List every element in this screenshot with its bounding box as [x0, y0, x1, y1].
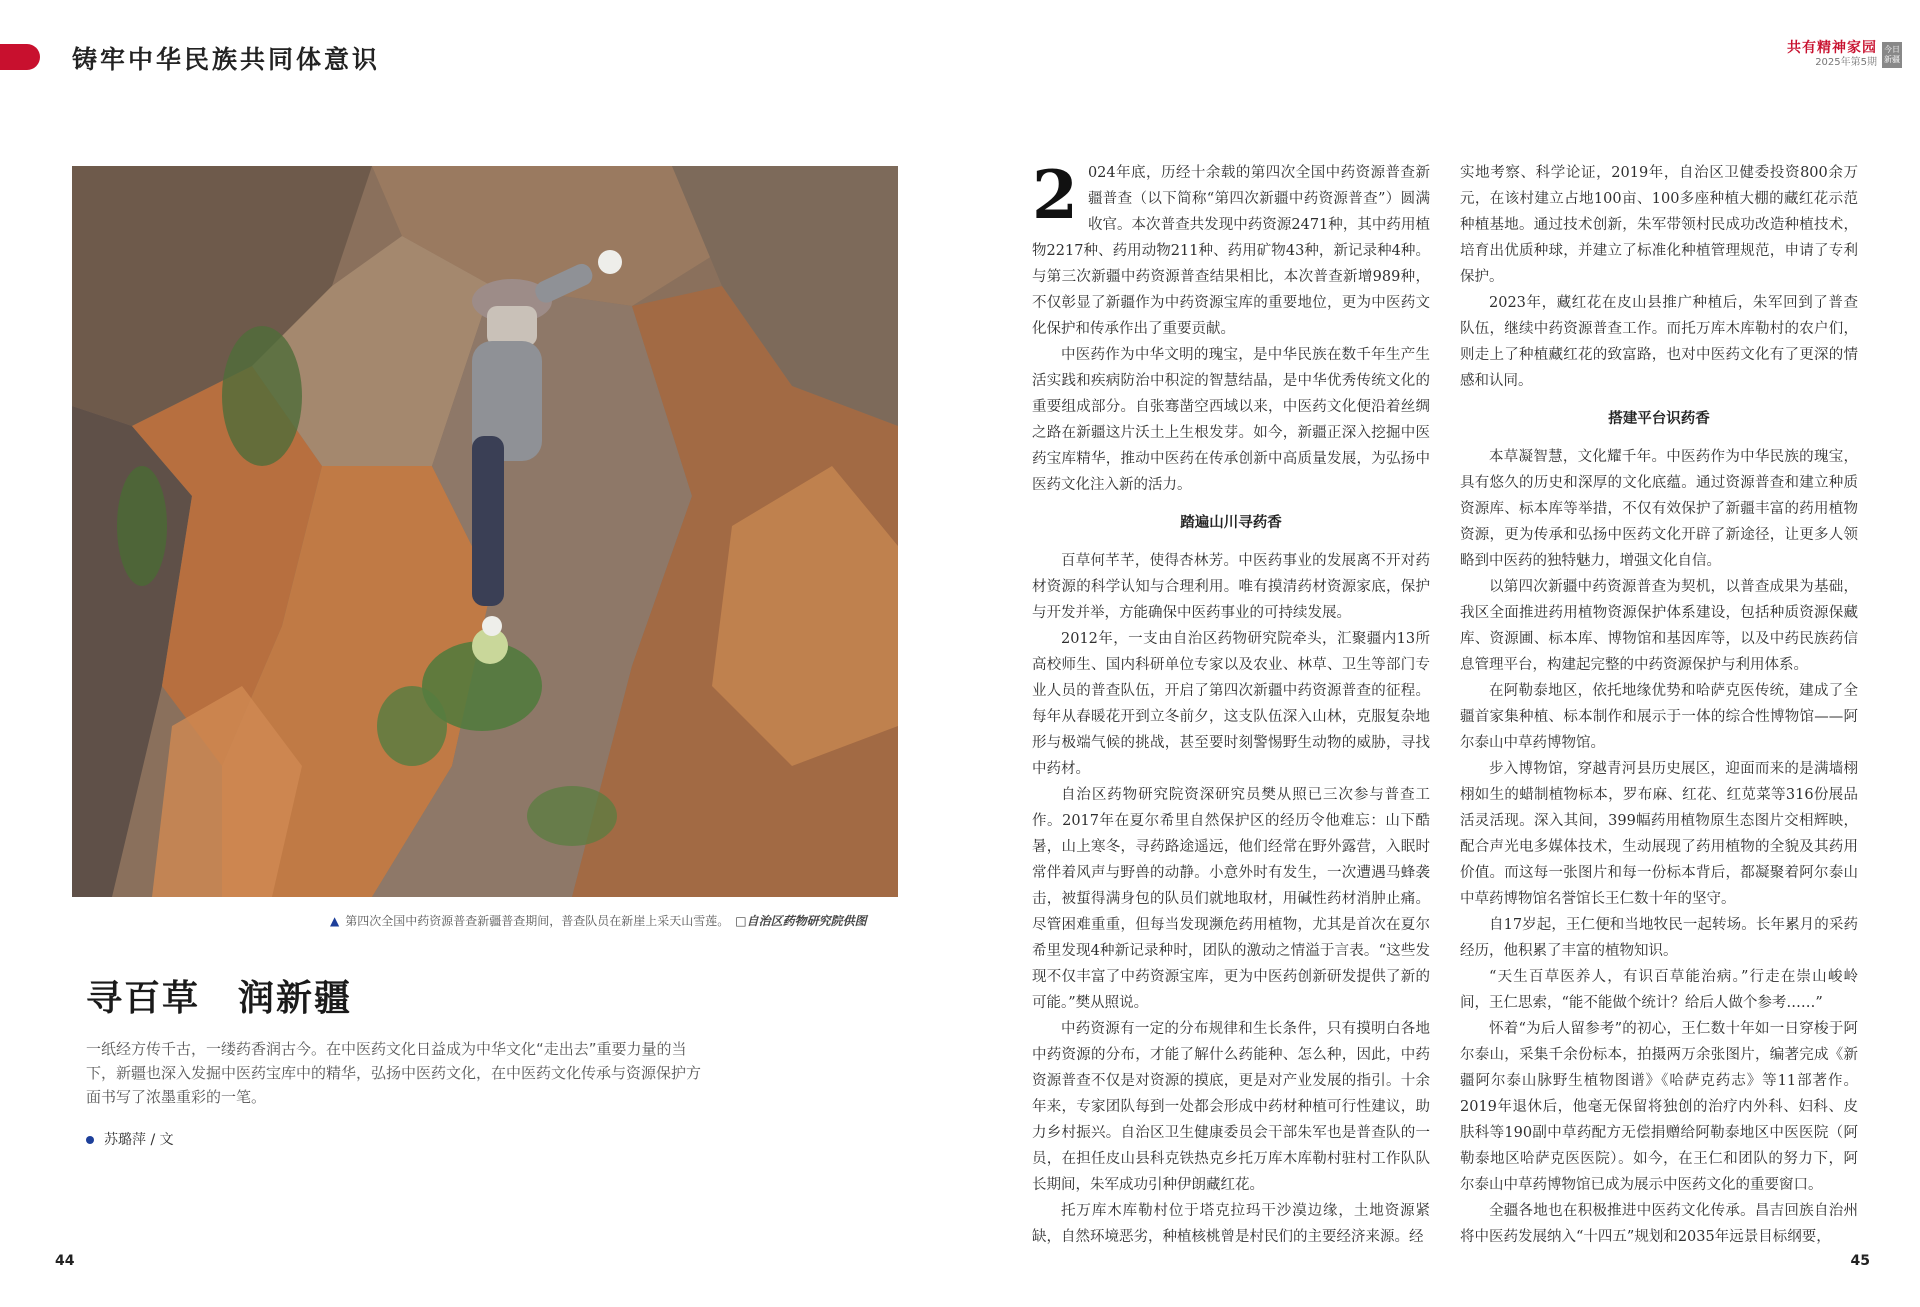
- brand-issue: 2025年第5期: [1815, 56, 1877, 68]
- paragraph: 托万库木库勒村位于塔克拉玛干沙漠边缘，土地资源紧缺，自然环境恶劣，种植核桃曾是村民们的主要经济来源。经: [1032, 1203, 1430, 1245]
- paragraph-opening: [1032, 156, 1430, 342]
- author-name: 苏璐萍 / 文: [104, 1132, 174, 1148]
- cliff-herb-collector-photo: [72, 166, 898, 897]
- paragraph: 2012年，一支由自治区药物研究院牵头，汇聚疆内13所高校师生、国内科研单位专家以及农业、林草、卫生等部门专业人员的普查队伍，开启了第四次新疆中药资源普查的征程。每年从春暖花开到立冬前夕，这支队伍深入山林，克服复杂地形与极端气候的挑战，甚至要时刻警惕野生动物的威胁，寻找中药材。: [1032, 631, 1430, 777]
- caption-text: 第四次全国中药资源普查新疆普查期间，普查队员在新崖上采天山雪莲。: [345, 914, 730, 928]
- paragraph: 自治区药物研究院资深研究员樊从照已三次参与普查工作。2017年在夏尔希里自然保护区的经历令他难忘：山下酷暑，山上寒冬，寻药路途遥远，他们经常在野外露营，入眠时常伴着风声与野兽的动静。小意外时有发生，一次遭遇马蜂袭击，被蜇得满身包的队员们就地取材，用碱性药材消肿止痛。尽管困难重重，但每当发现濒危药用植物，尤其是首次在夏尔希里发现4种新记录种时，团队的激动之情溢于言表。“这些发现不仅丰富了中药资源宝库，更为中医药创新研发提供了新的可能。”樊从照说。: [1032, 787, 1430, 1011]
- brand-badge: 今日新疆: [1882, 42, 1902, 68]
- paragraph: 中医药作为中华文明的瑰宝，是中华民族在数千年生产生活实践和疾病防治中积淀的智慧结晶，是中华优秀传统文化的重要组成部分。自张骞凿空西域以来，中医药文化便沿着丝绸之路在新疆这片沃土上生根发芽。如今，新疆正深入挖掘中医药宝库精华，推动中医药在传承创新中高质量发展，为弘扬中医药文化注入新的活力。: [1032, 347, 1430, 493]
- paragraph: 以第四次新疆中药资源普查为契机，以普查成果为基础，我区全面推进药用植物资源保护体系建设，包括种质资源保藏库、资源圃、标本库、博物馆和基因库等，以及中药民族药信息管理平台，构建起完整的中药资源保护与利用体系。: [1460, 579, 1858, 673]
- page-number-right: 45: [1850, 1253, 1870, 1269]
- author-bullet-icon: [86, 1136, 94, 1144]
- photo-caption: [330, 912, 867, 929]
- article-headline: 寻百草 润新疆: [86, 978, 353, 1019]
- paragraph-opening-text: 024年底，历经十余载的第四次全国中药资源普查新疆普查（以下简称“第四次新疆中药资源普查”）圆满收官。本次普查共发现中药资源2471种，其中药用植物2217种、药用动物211种、药用矿物43种，新记录种4种。与第三次新疆中药资源普查结果相比，本次普查新增989种，不仅彰显了新疆作为中药资源宝库的重要地位，更为中医药文化保护和传承作出了重要贡献。: [1032, 165, 1430, 337]
- paragraph: 步入博物馆，穿越青河县历史展区，迎面而来的是满墙栩栩如生的蜡制植物标本，罗布麻、红花、红苋菜等316份展品活灵活现。深入其间，399幅药用植物原生态图片交相辉映，配合声光电多媒体技术，生动展现了药用植物的全貌及其药用价值。而这每一张图片和每一份标本背后，都凝聚着阿尔泰山中草药博物馆名誉馆长王仁数十年的坚守。: [1460, 761, 1858, 907]
- page-number-left: 44: [55, 1253, 75, 1269]
- drop-cap: 2: [1032, 156, 1078, 234]
- paragraph: 自17岁起，王仁便和当地牧民一起转场。长年累月的采药经历，他积累了丰富的植物知识。: [1460, 917, 1858, 959]
- paragraph: 全疆各地也在积极推进中医药文化传承。昌吉回族自治州将中医药发展纳入“十四五”规划和2035年远景目标纲要，: [1460, 1203, 1858, 1245]
- section-tab-marker: [0, 44, 40, 70]
- text-column-2: [1460, 160, 1858, 1250]
- paragraph: “天生百草医养人，有识百草能治病。”行走在崇山峻岭间，王仁思索，“能不能做个统计？给后人做个参考……”: [1460, 969, 1858, 1011]
- brand-name: 共有精神家园: [1787, 40, 1877, 56]
- section-title: 铸牢中华民族共同体意识: [72, 45, 381, 74]
- subheading-1: 踏遍山川寻药香: [1180, 515, 1282, 531]
- photo-credit: □自治区药物研究院供图: [735, 914, 867, 928]
- paragraph: 2023年，藏红花在皮山县推广种植后，朱军回到了普查队伍，继续中药资源普查工作。而托万库木库勒村的农户们，则走上了种植藏红花的致富路，也对中医药文化有了更深的情感和认同。: [1460, 295, 1858, 389]
- paragraph: 百草何芊芊，使得杏林芳。中医药事业的发展离不开对药材资源的科学认知与合理利用。唯有摸清药材资源家底，保护与开发并举，方能确保中医药事业的可持续发展。: [1032, 553, 1430, 621]
- caption-triangle-icon: ▲: [330, 914, 340, 928]
- paragraph-continued: 实地考察、科学论证，2019年，自治区卫健委投资800余万元，在该村建立占地100亩、100多座种植大棚的藏红花示范种植基地。通过技术创新，朱军带领村民成功改造种植技术，培育出优质种球，并建立了标准化种植管理规范，申请了专利保护。: [1460, 165, 1858, 285]
- paragraph: 怀着“为后人留参考”的初心，王仁数十年如一日穿梭于阿尔泰山，采集千余份标本，拍摄两万余张图片，编著完成《新疆阿尔泰山脉野生植物图谱》《哈萨克药志》等11部著作。2019年退休后，他毫无保留将独创的治疗内外科、妇科、皮肤科等190副中草药配方无偿捐赠给阿勒泰地区中医医院（阿勒泰地区哈萨克医医院）。如今，在王仁和团队的努力下，阿尔泰山中草药博物馆已成为展示中医药文化的重要窗口。: [1460, 1021, 1858, 1193]
- article-lead: 一纸经方传千古，一缕药香润古今。在中医药文化日益成为中华文化“走出去”重要力量的当下，新疆也深入发掘中医药宝库中的精华，弘扬中医药文化，在中医药文化传承与资源保护方面书写了浓墨重彩的一笔。: [86, 1040, 702, 1106]
- paragraph: 中药资源有一定的分布规律和生长条件，只有摸明白各地中药资源的分布，才能了解什么药能种、怎么种，因此，中药资源普查不仅是对资源的摸底，更是对产业发展的指引。十余年来，专家团队每到一处都会形成中药材种植可行性建议，助力乡村振兴。自治区卫生健康委员会干部朱军也是普查队的一员，在担任皮山县科克铁热克乡托万库木库勒村驻村工作队队长期间，朱军成功引种伊朗藏红花。: [1032, 1021, 1430, 1193]
- magazine-brand: [1787, 40, 1877, 69]
- subheading-2: 搭建平台识药香: [1608, 411, 1710, 427]
- paragraph: 在阿勒泰地区，依托地缘优势和哈萨克医传统，建成了全疆首家集种植、标本制作和展示于一体的综合性博物馆——阿尔泰山中草药博物馆。: [1460, 683, 1858, 751]
- text-column-1: [1032, 156, 1430, 1250]
- paragraph: 本草凝智慧，文化耀千年。中医药作为中华民族的瑰宝，具有悠久的历史和深厚的文化底蕴。通过资源普查和建立种质资源库、标本库等举措，不仅有效保护了新疆丰富的药用植物资源，更为传承和弘扬中医药文化开辟了新途径，让更多人领略到中医药的独特魅力，增强文化自信。: [1460, 449, 1858, 569]
- article-author: [86, 1129, 174, 1149]
